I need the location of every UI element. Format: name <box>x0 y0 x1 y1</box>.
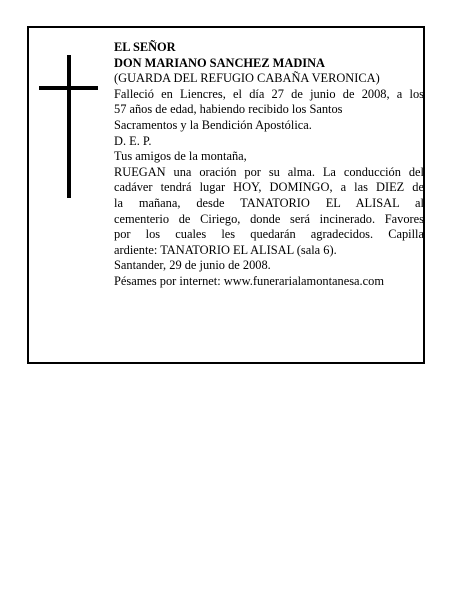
body-line-10: cementerio de Ciriego, donde será incinerado. Favores <box>114 211 424 226</box>
title-line-2: DON MARIANO SANCHEZ MADINA <box>114 55 325 70</box>
obituary-text <box>114 40 424 290</box>
body-line-13: Santander, 29 de junio de 2008. <box>114 258 271 273</box>
body-line-7: RUEGAN una oración por su alma. La conducción del <box>114 164 424 179</box>
body-line-3: 57 años de edad, habiendo recibido los Santos <box>114 102 343 117</box>
cross-icon-vertical <box>67 55 71 198</box>
body-line-5: D. E. P. <box>114 133 152 148</box>
body-line-2: Falleció en Liencres, el día 27 de junio de 2008, a los <box>114 86 424 101</box>
title-line-1: EL SEÑOR <box>114 40 176 54</box>
body-line-14: Pésames por internet: www.funerarialamontanesa.com <box>114 273 384 288</box>
body-line-1: (GUARDA DEL REFUGIO CABAÑA VERONICA) <box>114 71 380 86</box>
body-line-12: ardiente: TANATORIO EL ALISAL (sala 6). <box>114 242 337 257</box>
body-line-9: la mañana, desde TANATORIO EL ALISAL al <box>114 195 424 210</box>
body-line-4: Sacramentos y la Bendición Apostólica. <box>114 117 312 132</box>
obituary-notice <box>27 26 425 364</box>
body-line-11: por los cuales les quedarán agradecidos. Capilla <box>114 227 424 242</box>
cross-icon-horizontal <box>39 86 98 90</box>
body-line-8: cadáver tendrá lugar HOY, DOMINGO, a las DIEZ de <box>114 180 424 195</box>
body-line-6: Tus amigos de la montaña, <box>114 149 247 164</box>
